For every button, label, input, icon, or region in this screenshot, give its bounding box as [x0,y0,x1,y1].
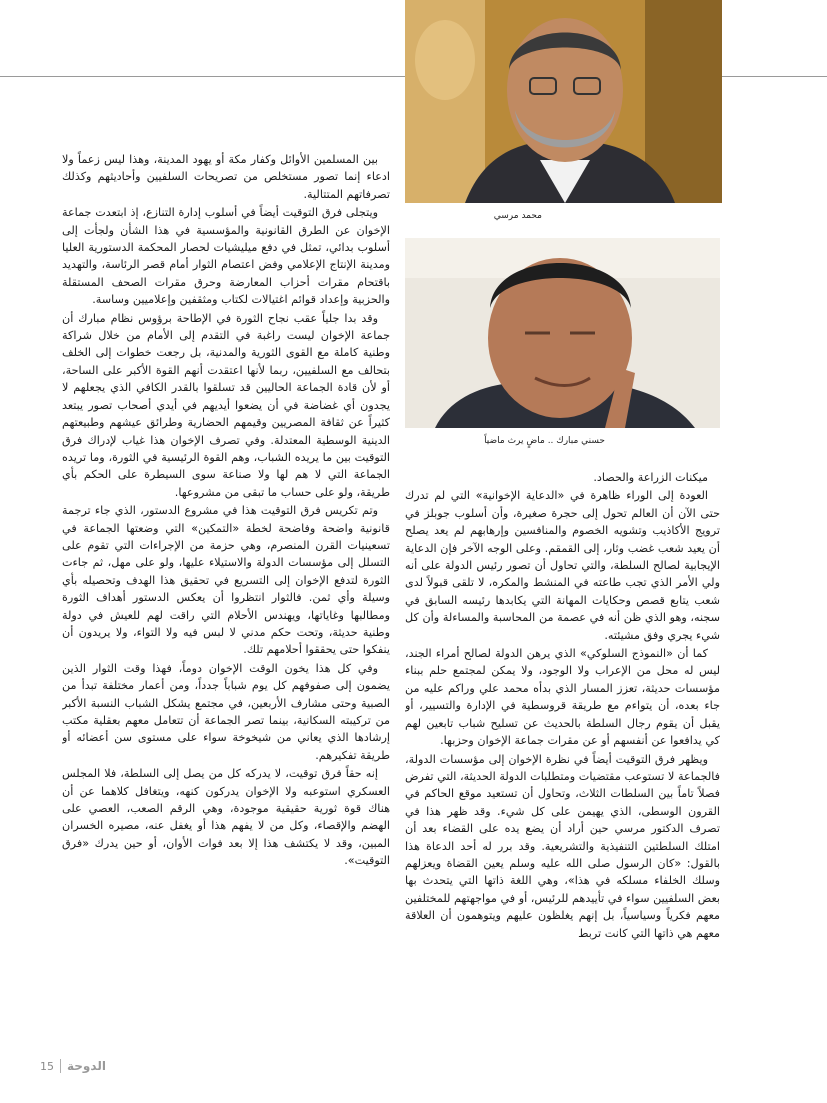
top-divider-right [722,76,827,77]
top-divider-left [0,76,405,77]
paragraph: بين المسلمين الأوائل وكفار مكة أو يهود المدينة، وهذا ليس زعماً ولا ادعاء إنما تصور مستخلص من تصريحات السلفيين وأحاديثهم وكذلك تصرفاتهم المتتالية. [62,153,390,201]
footer-separator [60,1059,61,1073]
magazine-logo: الدوحة [67,1059,106,1073]
mubarak-photo [405,238,720,428]
paragraph: كما أن «النموذج السلوكي» الذي يرهن الدولة لصالح أمراء الجند، ليس له محل من الإعراب ولا الوجود، ولا يمكن لمجتمع حلم ببناء مؤسسات حديثة، تعزز المسار الذي بدأه محمد علي وراكم عليه من جاء بعده، أن يتواءم مع طريقة قروسطية في الإدارة والتسيير، أو يقبل أن يقوم رجال السلطة بالحديث عن تسليح شباب تابعين لهم كي يدافعوا عن أنفسهم أو عن مقرات جماعة الإخوان وحزبها. [405,647,720,748]
paragraph: وفي كل هذا يخون الوقت الإخوان دوماً، فهذا وقت الثوار الذين يضمون إلى صفوفهم كل يوم شباباً جدداً، ومن أعمار مختلفة تبدأ من الصبية وحتى مشارف الأربعين، في مجتمع يشكل الشباب النسبة الأكبر من تركيبته السكانية، بينما تصر الجماعة أن تتعامل معهم بعقلية مكتب إرشادها الذي يعاني من شيخوخة سواء على مستوى سن أعضائه أو طريقة تفكيرهم. [62,661,390,762]
right-text-column [405,469,720,1039]
left-text-column [62,151,390,1039]
paragraph: وقد بدا جلياً عقب نجاح الثورة في الإطاحة برؤوس نظام مبارك أن جماعة الإخوان ليست راغبة في التقدم إلى الأمام من خلال شراكة وطنية كاملة مع القوى الثورية والمدنية، بل رجعت خطوات إلى الخلف بتحالف مع السلفيين، ربما لأنها اعتقدت أنهم القوة الأكبر على الساحة، أو لأن قادة الجماعة الحاليين قد تسلقوا بالقدر الكافي الذي يجعلهم لا يجدون أي غضاضة في أن يضعوا أيديهم في أيدي أصحاب تصور يبتعد كثيراً عن ثقافة المصريين وقيمهم الحضارية وطرائق عيشهم وطبيعتهم الدينية الوسطية المعتدلة. وفي تصرف الإخوان هذا غياب لإدراك فرق التوقيت بين ما يريده الشباب، وهم القوة الرئيسية في الثورة، وما تريده الجماعة التي لا هم لها ولا صناعة سوى السيطرة على الحكم بأي طريقة، ولو على حساب ما تبقى من مشروعها. [62,311,390,499]
paragraph: وتم تكريس فرق التوقيت هذا في مشروع الدستور، الذي جاء ترجمة قانونية واضحة وفاضحة لخطة «التمكين» التي وضعتها الجماعة في تسعينيات القرن المنصرم، وهي حزمة من الإجراءات التي تقوم على التسلل إلى مؤسسات الدولة والاستيلاء عليها، ولو على مهل، ثم جاءت الثورة لتدفع الإخوان إلى التسريع في تحقيق هذا الهدف وتحصيله بأي وسيلة وأي ثمن. فالثوار انتظروا أن يعكس الدستور أهداف الثورة ومطالبها وغاياتها، ويهندس الأحلام التي راقت لهم للعيش في دولة وطنية حديثة، وتحت حكم مدني لا لبس فيه ولا التواء، ولا يريدون أن ينفكوا حتى يحققوا أحلامهم تلك. [62,504,390,657]
paragraph: ميكنات الزراعة والحصاد. [593,471,708,484]
paragraph: العودة إلى الوراء ظاهرة في «الدعاية الإخوانية» التي لم تدرك حتى الآن أن العالم تحول إلى حجرة صغيرة، وأن أسلوب جوبلز في ترويج الأكاذيب وتشويه الخصوم والمنافسين وإرهابهم لم يعد يصلح أن يعيد شعب غضب وثار، إلى القمقم. وعلى الوجه الآخر فإن الدعاية الإيجابية لصالح السلطة، والتي تحاول أن تصور رئيس الدولة على أنه ولي الأمر الذي تجب طاعته في المنشط والمكره، لا تلقى قبولاً لدى شعب يتابع قصص وحكايات المهانة التي يكابدها رئيسه السابق في سجنه، وهو الذي ظن أنه في عصمة من المحاسبة والمساءلة وأن كل شيء يجري وفق مشيئته. [405,489,720,642]
mubarak-caption: حسني مبارك .. ماضٍ يرث ماضياً [484,436,605,446]
page-footer [40,1059,106,1073]
morsi-caption: محمد مرسي [493,211,542,221]
morsi-photo [405,0,722,203]
paragraph: ويتجلى فرق التوقيت أيضاً في أسلوب إدارة التنازع، إذ ابتعدت جماعة الإخوان عن الطرق القانونية والمؤسسية في هذا الشأن ولجأت إلى أسلوب بدائي، تمثل في دفع ميليشيات لحصار المحكمة الدستورية العليا ومدينة الإنتاج الإعلامي وفض اعتصام الثوار أمام قصر الرئاسة، والتهديد باقتحام مقرات أحزاب المعارضة وحرق مقرات الصحف المستقلة والحزبية وإعداد قوائم اغتيالات لكتاب ومثقفين وإعلاميين وساسة. [62,206,390,307]
paragraph: إنه حقاً فرق توقيت، لا يدركه كل من يصل إلى السلطة، فلا المجلس العسكري استوعبه ولا الإخوان يدركون كنهه، ويتغافل كلاهما عن أن هناك قوة ثورية حقيقية موجودة، وهي الرقم الصعب، العصي على الهضم والإقصاء، وكل من لا يفهم هذا أو يغفل عنه، مصيره الخسران المبين، وقد لا يكتشف هذا إلا بعد فوات الأوان، أو حين يدرك «فرق التوقيت». [62,767,390,868]
page-number: 15 [40,1059,54,1073]
paragraph: ويظهر فرق التوقيت أيضاً في نظرة الإخوان إلى مؤسسات الدولة، فالجماعة لا تستوعب مقتضيات ومتطلبات الدولة الحديثة، التي تفرض فصلاً تاماً بين السلطات الثلاث، وتحاول أن تستعيد موقع الحاكم في القرون الوسطى، الذي يهيمن على كل شيء. وقد ظهر هذا في تصرف الدكتور مرسي حين أراد أن يضع يده على القضاء بعد أن امتلك السلطتين التنفيذية والتشريعية. وقد برر له أحد الدعاة هذا بالقول: «كان الرسول صلى الله عليه وسلم يعين القضاة ويعزلهم وسلك الخلفاء مسلكه في هذا»، وهي اللغة ذاتها التي يتحدث بها بعض السلفيين سواء في تأييدهم للرئيس، أو في مواجهتهم للمختلفين معهم فكرياً وسياسياً، بل إنهم يغلظون عليهم ويتوهمون أن العلاقة معهم هي ذاتها التي كانت تربط [405,752,720,940]
